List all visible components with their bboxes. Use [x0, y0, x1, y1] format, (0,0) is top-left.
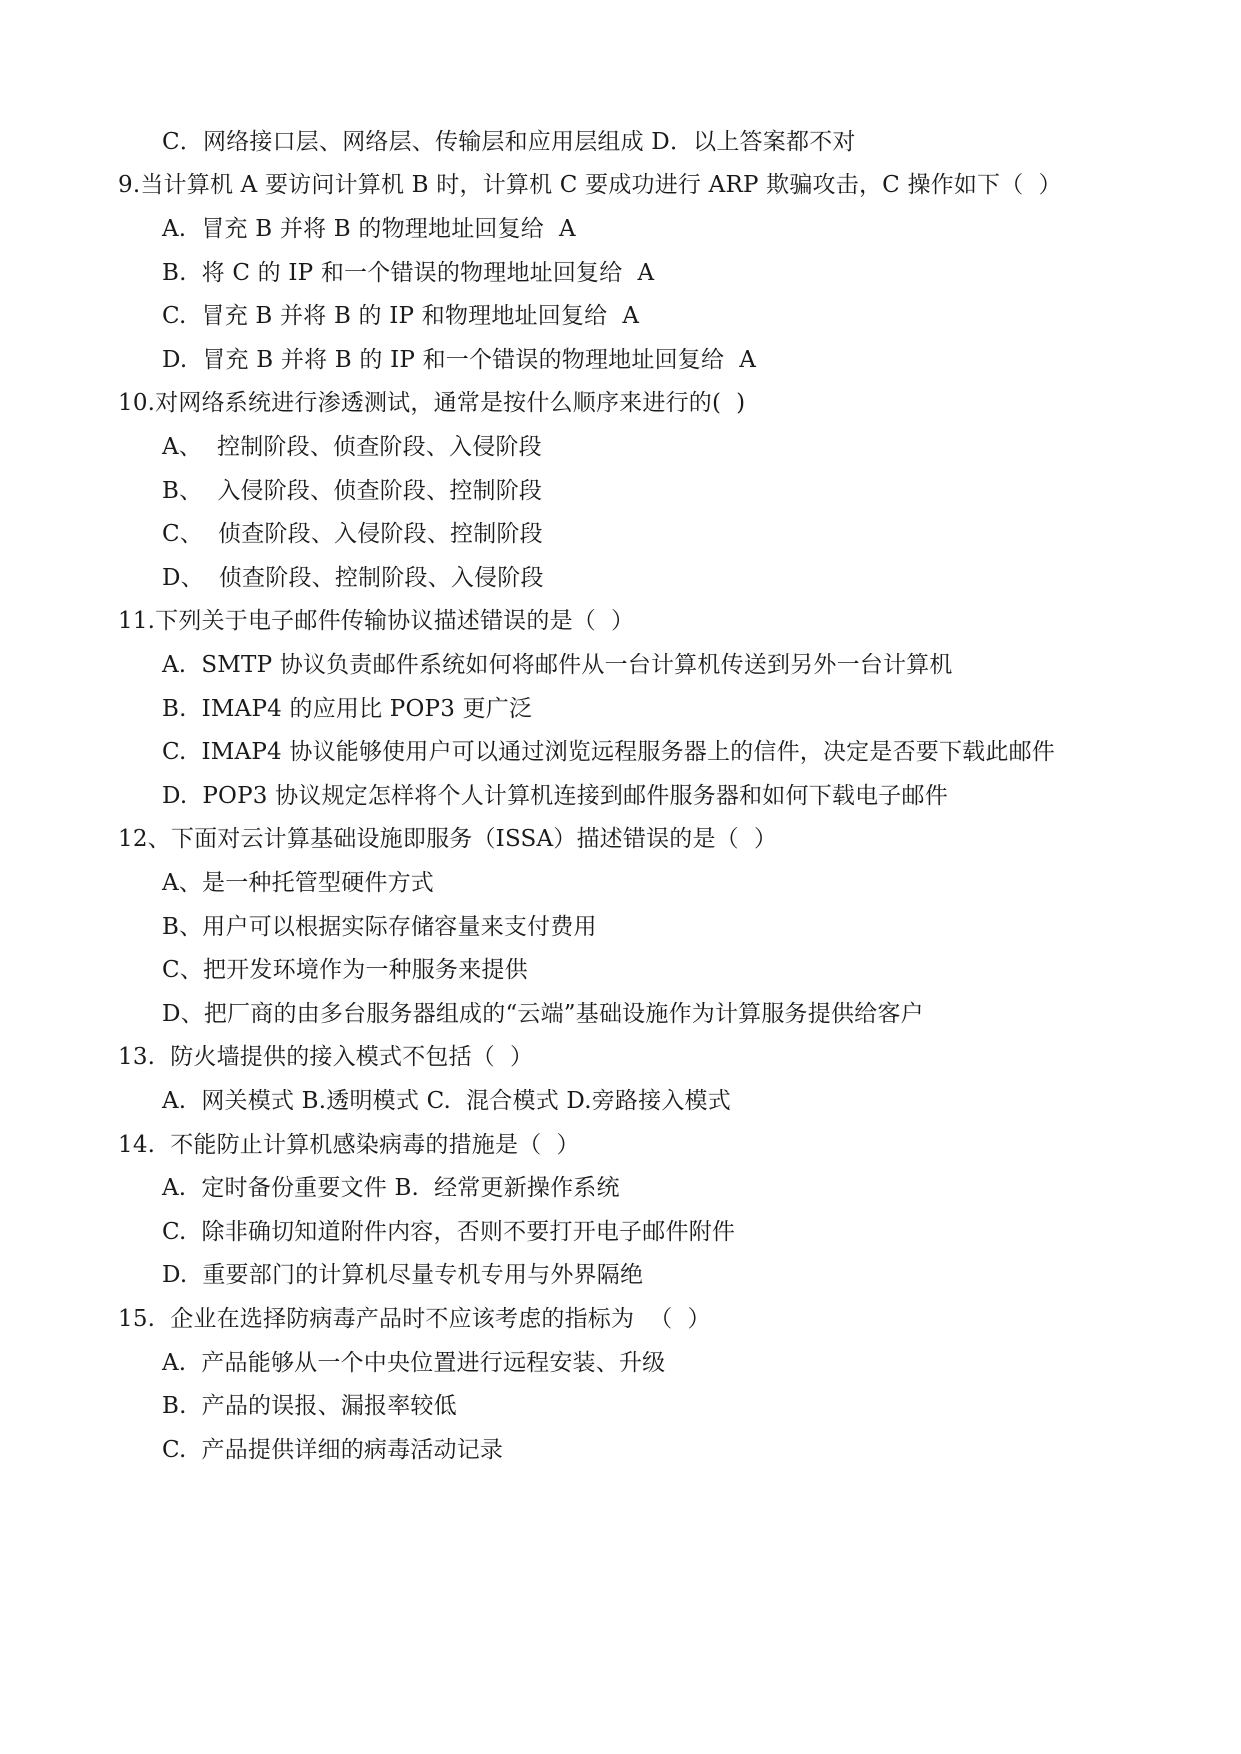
option-line: C、把开发环境作为一种服务来提供 [162, 957, 528, 983]
option-line: D. POP3 协议规定怎样将个人计算机连接到邮件服务器和如何下载电子邮件 [162, 783, 948, 809]
option-line: A、 控制阶段、侦查阶段、入侵阶段 [162, 434, 542, 460]
option-line: C．网络接口层、网络层、传输层和应用层组成 D．以上答案都不对 [162, 129, 856, 155]
option-line: C. 冒充 B 并将 B 的 IP 和物理地址回复给 A [162, 303, 640, 329]
option-line: B、 入侵阶段、侦查阶段、控制阶段 [162, 478, 543, 504]
question-line: 13. 防火墙提供的接入模式不包括（ ） [118, 1044, 534, 1070]
question-line: 14. 不能防止计算机感染病毒的措施是（ ） [118, 1132, 580, 1158]
option-line: B、用户可以根据实际存储容量来支付费用 [162, 914, 597, 940]
option-line: B. 将 C 的 IP 和一个错误的物理地址回复给 A [162, 260, 655, 286]
option-line: D、 侦查阶段、控制阶段、入侵阶段 [162, 565, 544, 591]
option-line: C. IMAP4 协议能够使用户可以通过浏览远程服务器上的信件，决定是否要下载此邮件 [162, 739, 1055, 765]
option-line: A. 产品能够从一个中央位置进行远程安装、升级 [162, 1350, 666, 1376]
question-line: 12、下面对云计算基础设施即服务（ISSA）描述错误的是（ ） [118, 826, 778, 852]
option-line: B. 产品的误报、漏报率较低 [162, 1393, 457, 1419]
option-line: B. IMAP4 的应用比 POP3 更广泛 [162, 696, 533, 722]
option-line: A. SMTP 协议负责邮件系统如何将邮件从一台计算机传送到另外一台计算机 [162, 652, 953, 678]
question-line: 10.对网络系统进行渗透测试，通常是按什么顺序来进行的( ) [118, 390, 746, 416]
option-line: A. 定时备份重要文件 B. 经常更新操作系统 [162, 1175, 620, 1201]
question-line: 9.当计算机 A 要访问计算机 B 时，计算机 C 要成功进行 ARP 欺骗攻击，C 操作如下（ ） [118, 172, 1062, 198]
option-line: A. 网关模式 B.透明模式 C. 混合模式 D.旁路接入模式 [162, 1088, 731, 1114]
option-line: C. 除非确切知道附件内容，否则不要打开电子邮件附件 [162, 1219, 736, 1245]
option-line: D. 重要部门的计算机尽量专机专用与外界隔绝 [162, 1262, 644, 1288]
option-line: C. 产品提供详细的病毒活动记录 [162, 1437, 504, 1463]
option-line: D、把厂商的由多台服务器组成的“云端”基础设施作为计算服务提供给客户 [162, 1001, 924, 1027]
option-line: A、是一种托管型硬件方式 [162, 870, 435, 896]
question-line: 15. 企业在选择防病毒产品时不应该考虑的指标为 （ ） [118, 1306, 711, 1332]
option-line: A. 冒充 B 并将 B 的物理地址回复给 A [162, 216, 576, 242]
option-line: C、 侦查阶段、入侵阶段、控制阶段 [162, 521, 543, 547]
question-line: 11.下列关于电子邮件传输协议描述错误的是（ ） [118, 608, 635, 634]
option-line: D. 冒充 B 并将 B 的 IP 和一个错误的物理地址回复给 A [162, 347, 757, 373]
